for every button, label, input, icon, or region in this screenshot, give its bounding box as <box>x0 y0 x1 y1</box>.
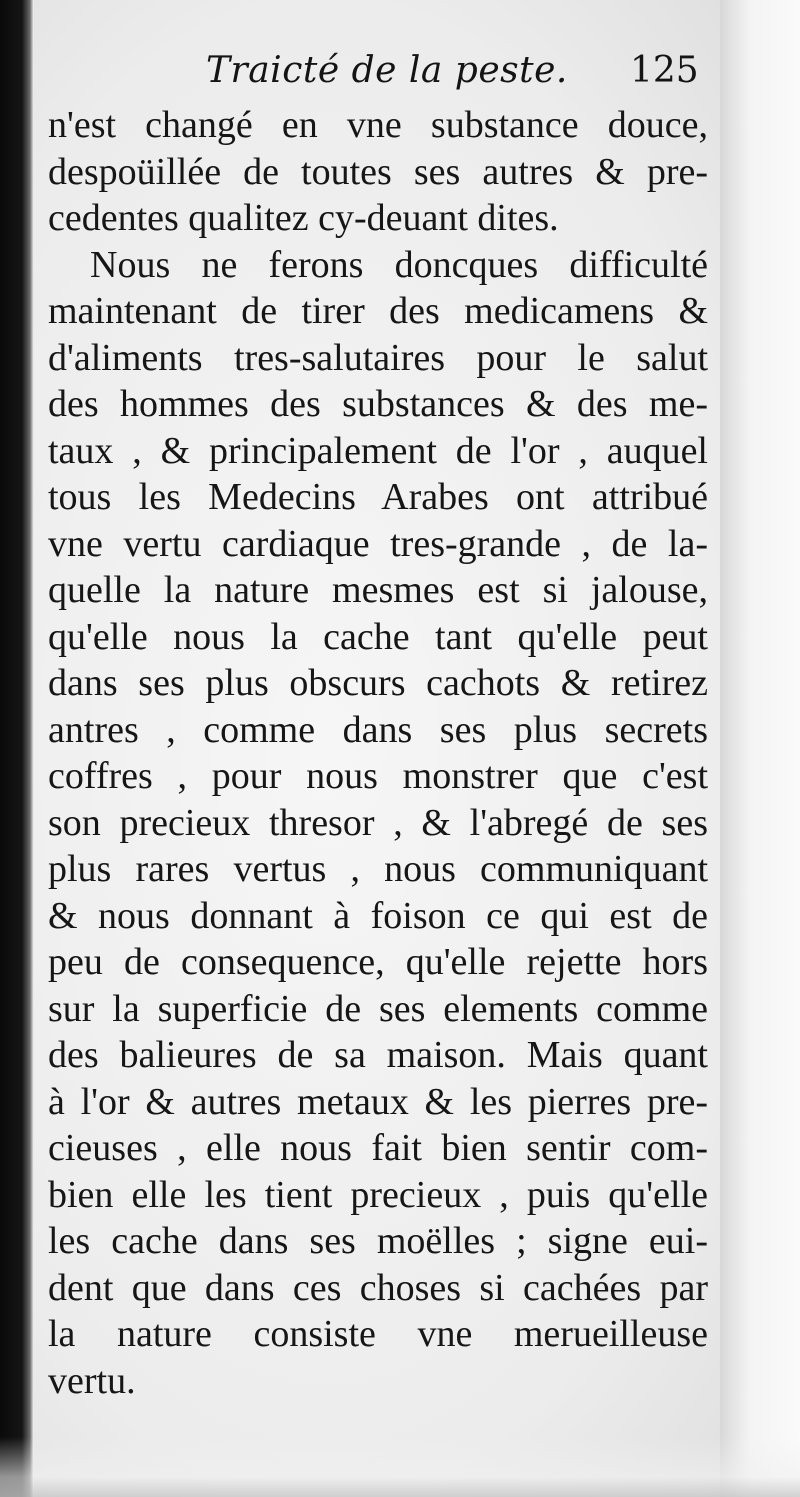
text-line: & nous donnant à foison ce qui est de <box>48 894 708 937</box>
facing-page-margin <box>720 0 800 1497</box>
text-line: à l'or & autres metaux & les pierres pre- <box>48 1080 708 1123</box>
text-line: plus rares vertus , nous communiquant <box>48 848 708 890</box>
text-line: taux , & principalement de l'or , auquel <box>48 429 708 472</box>
text-line: les cache dans ses moëlles ; signe eui- <box>48 1220 708 1262</box>
scanner-edge <box>0 0 34 1497</box>
text-line: bien elle les tient precieux , puis qu'elle <box>48 1173 708 1216</box>
text-line: dans ses plus obscurs cachots & retirez <box>48 662 708 704</box>
text-line: despoüillée de toutes ses autres & pre- <box>48 150 708 193</box>
text-line: antres , comme dans ses plus secrets <box>48 708 708 751</box>
text-line: sur la superficie de ses elements comme <box>48 987 708 1030</box>
text-line: tous les Medecins Arabes ont attribué <box>48 476 708 518</box>
text-line: maintenant de tirer des medicamens & <box>48 290 708 332</box>
text-line: d'aliments tres-salutaires pour le salut <box>48 336 708 379</box>
page-number: 125 <box>630 50 699 91</box>
text-line: des hommes des substances & des me- <box>48 383 708 425</box>
text-line: n'est changé en vne substance douce, <box>48 104 708 146</box>
page-header <box>34 46 724 106</box>
body-text <box>48 102 708 1404</box>
text-line: son precieux thresor , & l'abregé de ses <box>48 801 708 844</box>
running-title: Traicté de la peste. <box>206 50 568 91</box>
text-line: cieuses , elle nous fait bien sentir com- <box>48 1127 708 1169</box>
text-line: dent que dans ces choses si cachées par <box>48 1266 708 1309</box>
text-line: la nature consiste vne merueilleuse <box>48 1313 708 1355</box>
text-line: peu de consequence, qu'elle rejette hors <box>48 941 708 983</box>
page-bottom-shadow <box>0 1437 800 1497</box>
text-line: quelle la nature mesmes est si jalouse, <box>48 569 708 611</box>
text-line: vne vertu cardiaque tres-grande , de la- <box>48 522 708 565</box>
text-line: cedentes qualitez cy-deuant dites. <box>48 197 559 239</box>
text-line: qu'elle nous la cache tant qu'elle peut <box>48 615 708 658</box>
text-line: vertu. <box>48 1359 136 1402</box>
text-line: Nous ne ferons doncques difficulté <box>90 243 708 286</box>
text-line: coffres , pour nous monstrer que c'est <box>48 755 708 797</box>
text-line: des balieures de sa maison. Mais quant <box>48 1034 708 1076</box>
